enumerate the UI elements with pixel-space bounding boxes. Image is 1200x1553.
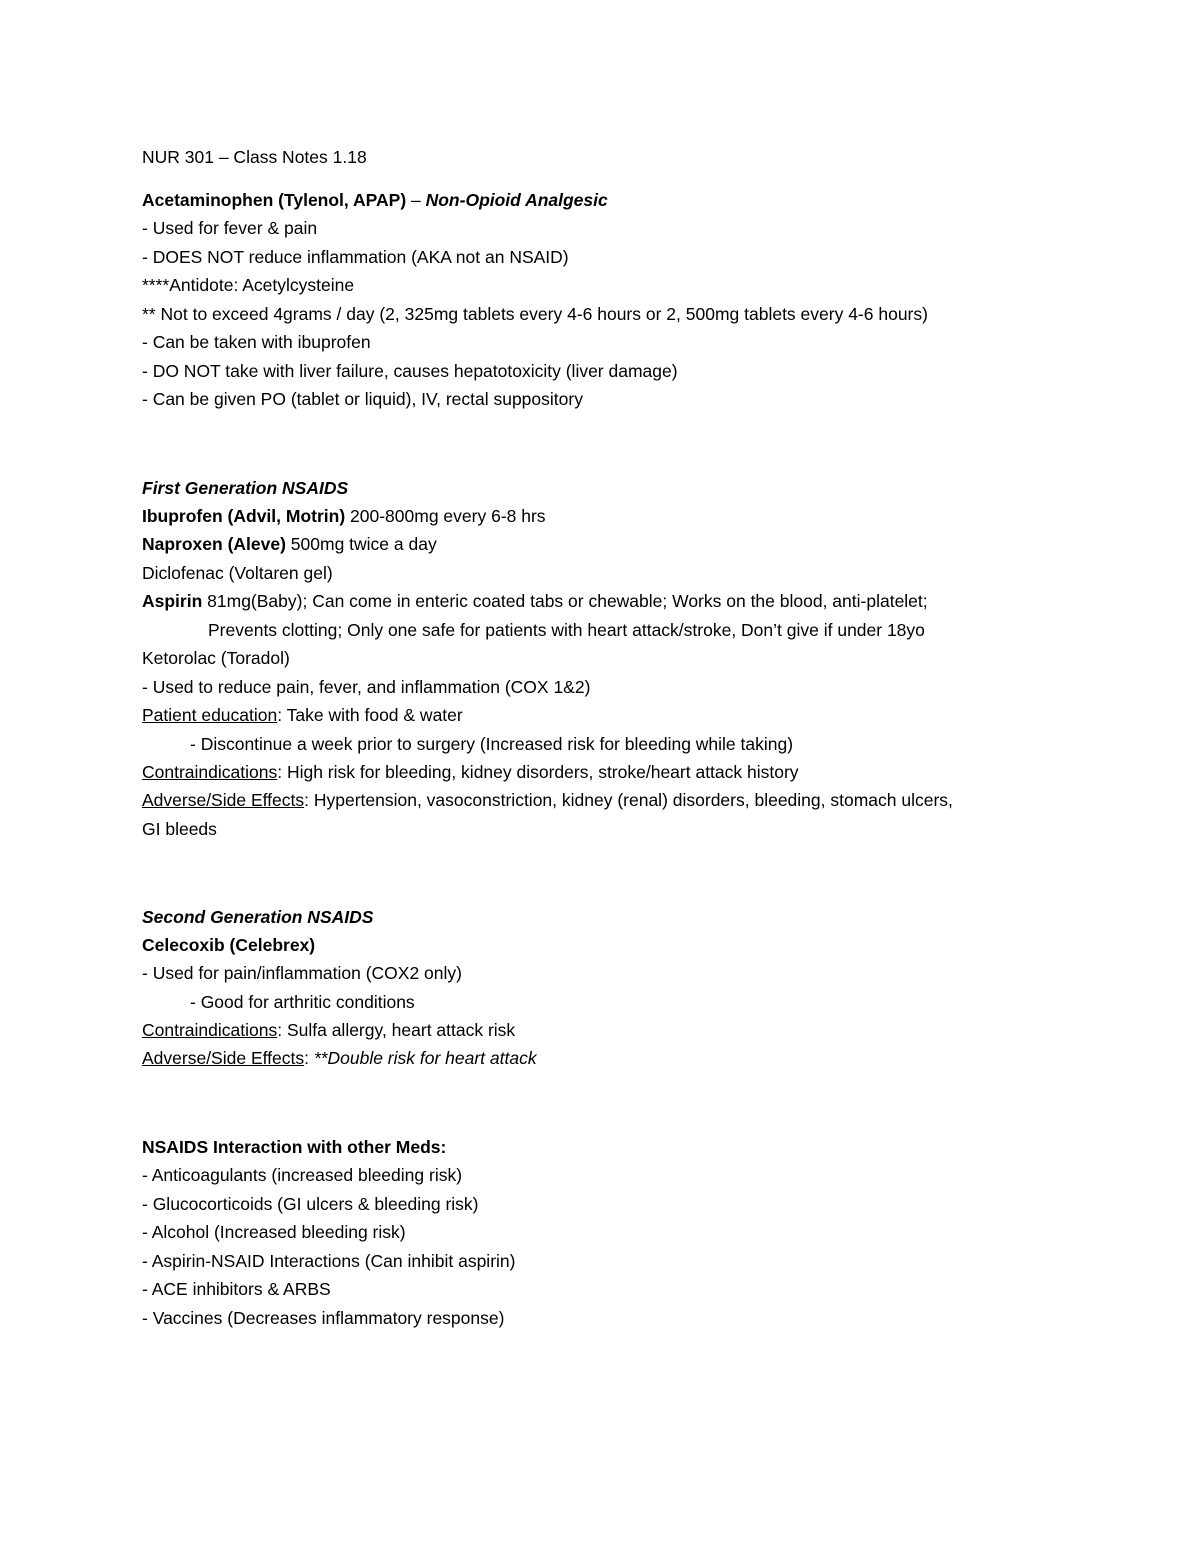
acetaminophen-line: - DOES NOT reduce inflammation (AKA not an NSAID)	[142, 247, 569, 267]
adverse-effects-label: Adverse/Side Effects	[142, 1048, 305, 1068]
adverse-effects-label: Adverse/Side Effects	[142, 790, 305, 810]
acetaminophen-line: - Can be given PO (tablet or liquid), IV, rectal suppository	[142, 389, 583, 409]
second-gen-use: - Used for pain/inflammation (COX2 only)	[142, 963, 462, 983]
acetaminophen-line: ****Antidote: Acetylcysteine	[142, 275, 355, 295]
patient-education-sub: - Discontinue a week prior to surgery (Increased risk for bleeding while taking)	[190, 734, 794, 754]
contraindications-label: Contraindications	[142, 1020, 278, 1040]
patient-education-line	[142, 704, 463, 726]
heading-separator: –	[406, 190, 426, 210]
aspirin-text: 81mg(Baby); Can come in enteric coated tabs or chewable; Works on the blood, anti-platelet;	[202, 591, 928, 611]
acetaminophen-class: Non-Opioid Analgesic	[425, 190, 608, 210]
contraindications-text: : High risk for bleeding, kidney disorders, stroke/heart attack history	[277, 762, 799, 782]
second-gen-contraindications	[142, 1019, 515, 1041]
interaction-item: - Aspirin-NSAID Interactions (Can inhibit aspirin)	[142, 1251, 516, 1271]
first-gen-heading: First Generation NSAIDS	[142, 478, 349, 498]
acetaminophen-heading	[142, 189, 608, 211]
aspirin-line	[142, 590, 928, 612]
adverse-effects-separator: :	[304, 1048, 314, 1068]
contraindications-text: : Sulfa allergy, heart attack risk	[277, 1020, 516, 1040]
interactions-heading: NSAIDS Interaction with other Meds:	[142, 1137, 447, 1157]
interaction-item: - ACE inhibitors & ARBS	[142, 1279, 331, 1299]
ibuprofen-dose: 200-800mg every 6-8 hrs	[345, 506, 546, 526]
adverse-effects-continuation: GI bleeds	[142, 819, 217, 839]
acetaminophen-name: Acetaminophen (Tylenol, APAP)	[142, 190, 407, 210]
document-title: NUR 301 – Class Notes 1.18	[142, 147, 367, 167]
first-gen-use: - Used to reduce pain, fever, and inflammation (COX 1&2)	[142, 677, 591, 697]
adverse-effects-line	[142, 789, 953, 811]
adverse-effects-text: : Hypertension, vasoconstriction, kidney (renal) disorders, bleeding, stomach ulcers,	[304, 790, 953, 810]
aspirin-continuation: Prevents clotting; Only one safe for patients with heart attack/stroke, Don’t give if under 18yo	[208, 620, 925, 640]
aspirin-name: Aspirin	[142, 591, 203, 611]
second-gen-heading: Second Generation NSAIDS	[142, 907, 374, 927]
celecoxib-line: Celecoxib (Celebrex)	[142, 935, 316, 955]
acetaminophen-line: ** Not to exceed 4grams / day (2, 325mg tablets every 4-6 hours or 2, 500mg tablets every 4-6 hours)	[142, 304, 928, 324]
naproxen-name: Naproxen (Aleve)	[142, 534, 286, 554]
naproxen-line	[142, 533, 437, 555]
naproxen-dose: 500mg twice a day	[285, 534, 437, 554]
acetaminophen-line: - DO NOT take with liver failure, causes hepatotoxicity (liver damage)	[142, 361, 678, 381]
ibuprofen-name: Ibuprofen (Advil, Motrin)	[142, 506, 346, 526]
interaction-item: - Glucocorticoids (GI ulcers & bleeding risk)	[142, 1194, 479, 1214]
interaction-item: - Alcohol (Increased bleeding risk)	[142, 1222, 406, 1242]
contraindications-label: Contraindications	[142, 762, 278, 782]
contraindications-line	[142, 761, 799, 783]
acetaminophen-line: - Can be taken with ibuprofen	[142, 332, 371, 352]
second-gen-adverse-effects	[142, 1047, 537, 1069]
adverse-effects-text: **Double risk for heart attack	[313, 1048, 537, 1068]
second-gen-use-sub: - Good for arthritic conditions	[190, 992, 415, 1012]
interaction-item: - Vaccines (Decreases inflammatory response)	[142, 1308, 505, 1328]
acetaminophen-line: - Used for fever & pain	[142, 218, 318, 238]
ketorolac-line: Ketorolac (Toradol)	[142, 648, 290, 668]
ibuprofen-line	[142, 505, 546, 527]
patient-education-text: : Take with food & water	[277, 705, 463, 725]
patient-education-label: Patient education	[142, 705, 278, 725]
interaction-item: - Anticoagulants (increased bleeding risk)	[142, 1165, 463, 1185]
diclofenac-line: Diclofenac (Voltaren gel)	[142, 563, 333, 583]
